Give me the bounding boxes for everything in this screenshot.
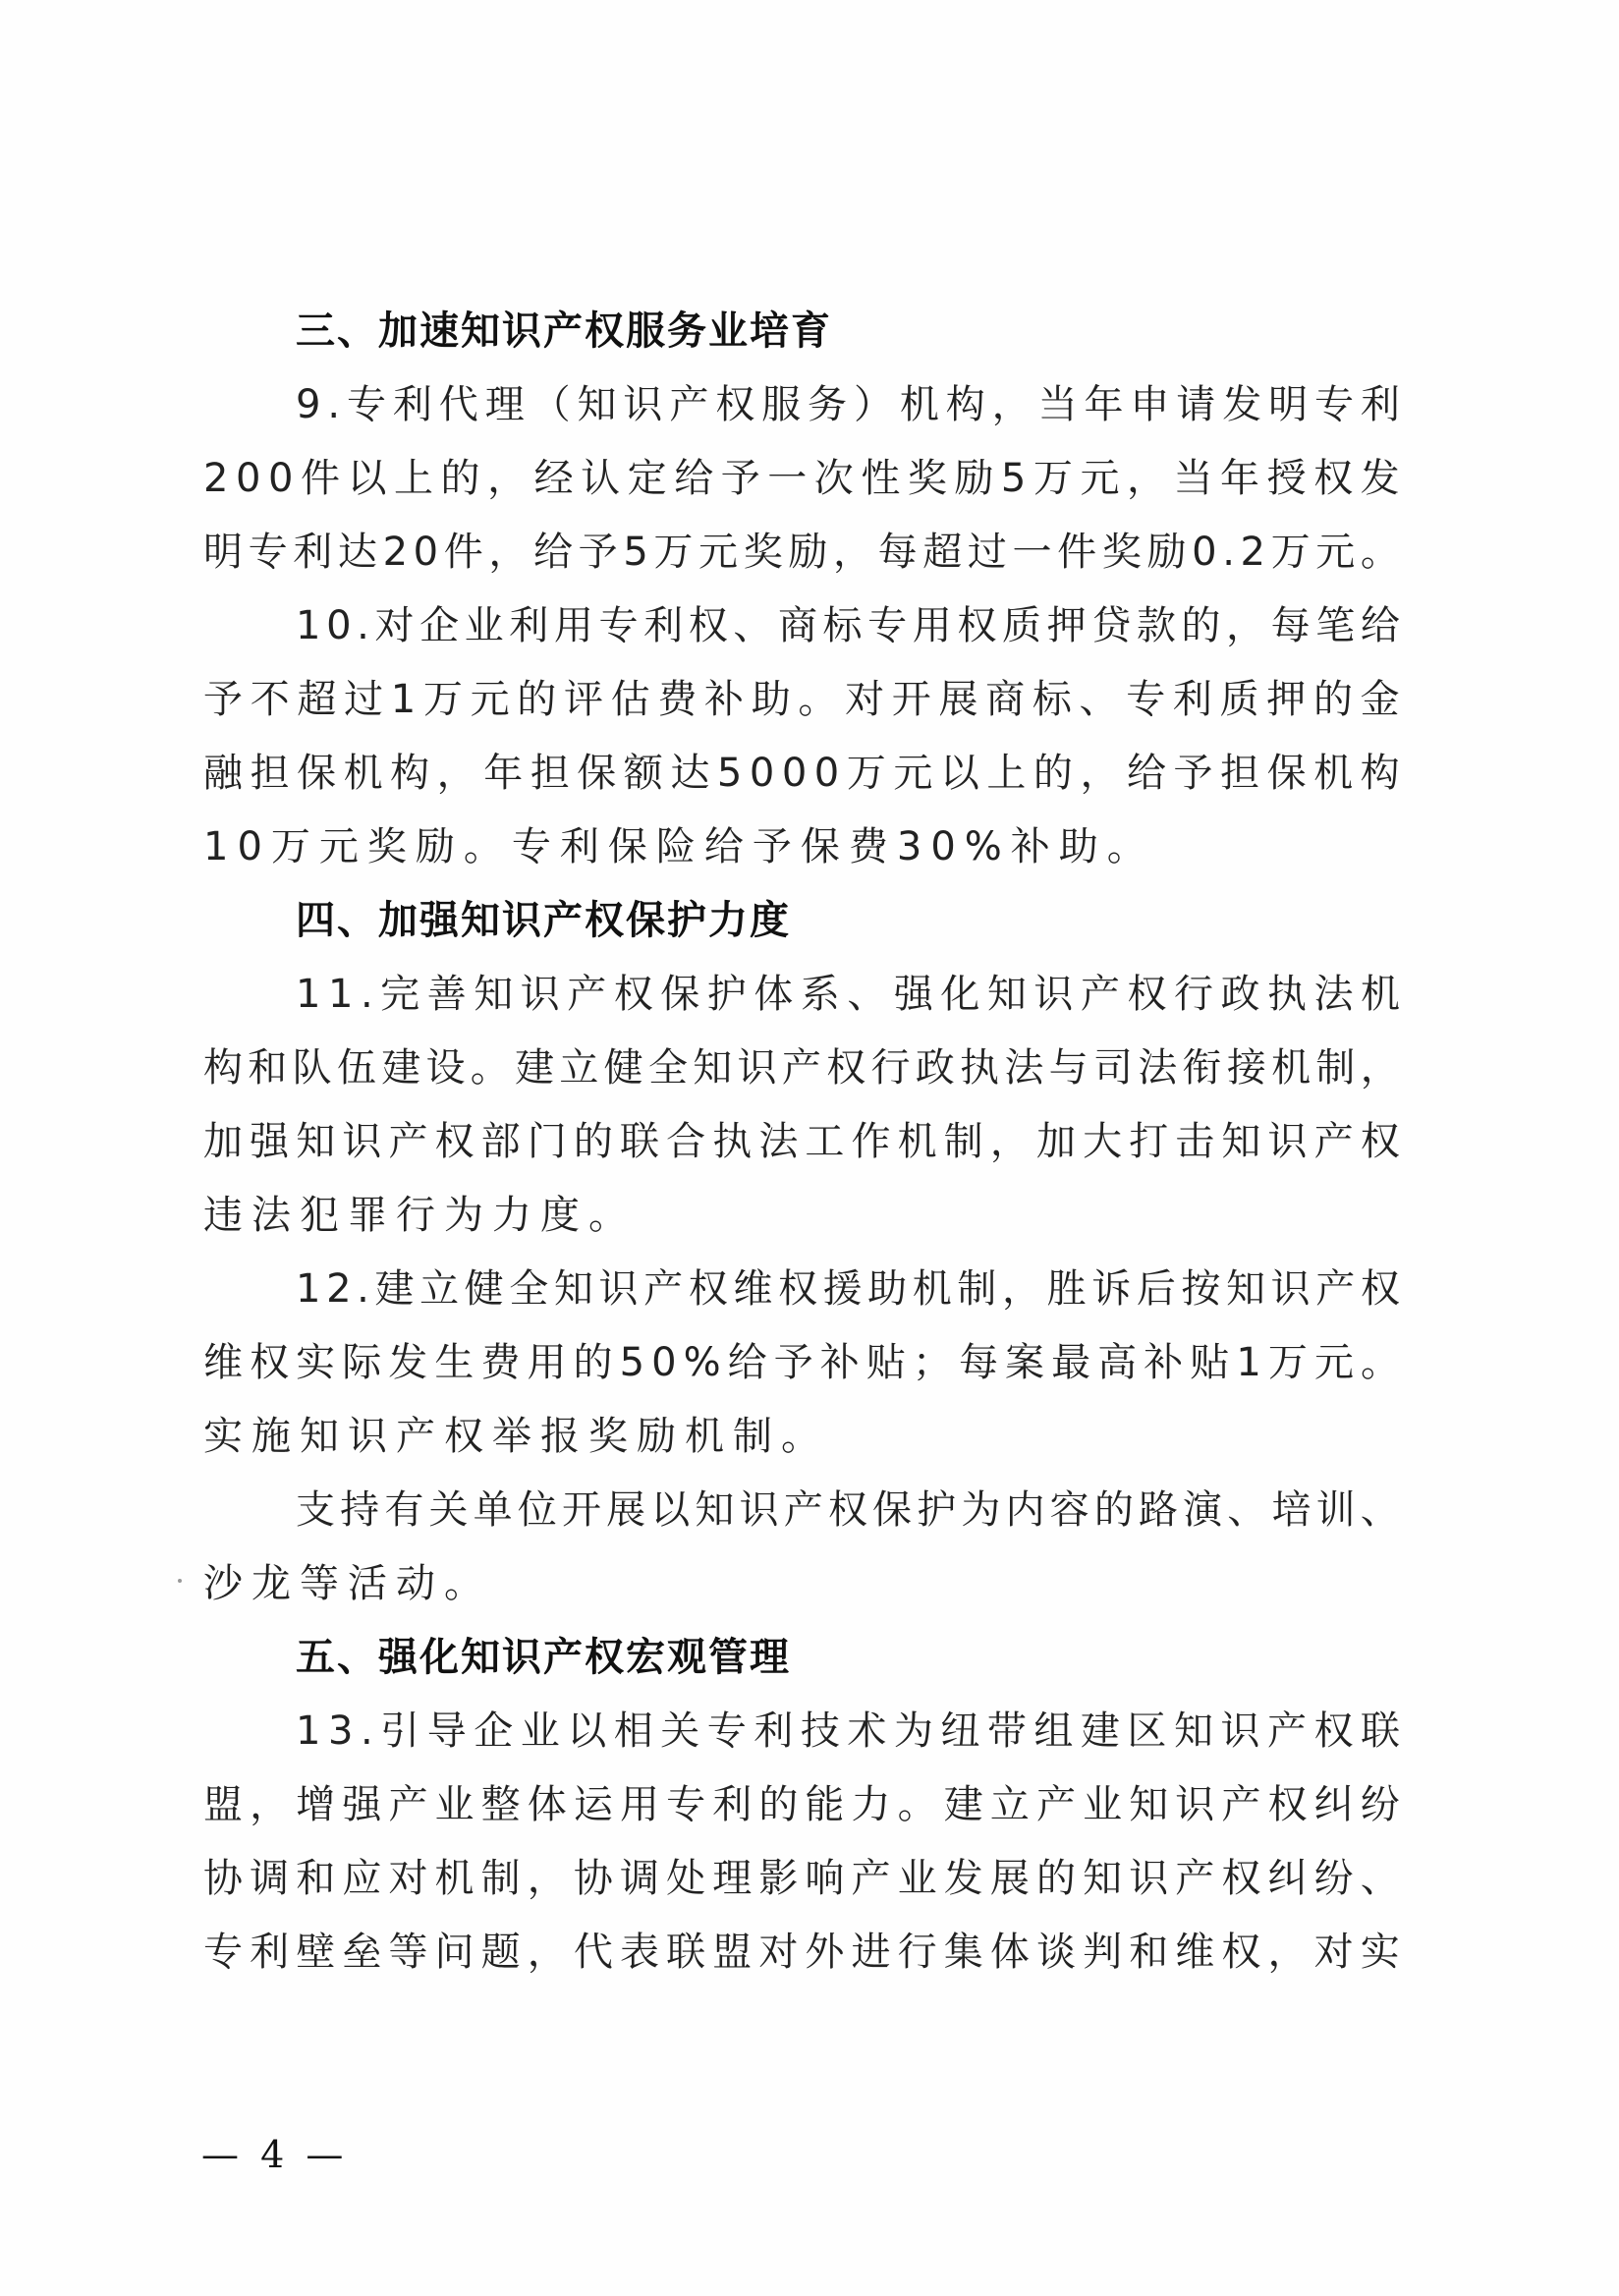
paragraph-line: 1 2 . 建 立 健 全 知 识 产 权 维 权 援 助 机 制 ， 胜 诉 后 按 知 识 产 权 <box>296 1266 1400 1312</box>
page-number: — 4 — <box>201 2133 344 2176</box>
paragraph-line: 融 担 保 机 构 ， 年 担 保 额 达 5 0 0 0 万 元 以 上 的 ， 给 予 担 保 机 构 <box>203 751 1400 796</box>
paragraph-line: 构 和 队 伍 建 设 。 建 立 健 全 知 识 产 权 行 政 执 法 与 司 法 衔 接 机 制 ， <box>203 1045 1400 1091</box>
paragraph-line: 加 强 知 识 产 权 部 门 的 联 合 执 法 工 作 机 制 ， 加 大 打 击 知 识 产 权 <box>203 1119 1400 1164</box>
paragraph-line: 沙龙等活动。 <box>203 1561 492 1606</box>
paragraph-line: 维 权 实 际 发 生 费 用 的 5 0 % 给 予 补 贴 ； 每 案 最 高 补 贴 1 万 元 。 <box>203 1340 1400 1385</box>
paragraph-line: 协 调 和 应 对 机 制 ， 协 调 处 理 影 响 产 业 发 展 的 知 识 产 权 纠 纷 、 <box>203 1856 1400 1901</box>
section-heading: 五、强化知识产权宏观管理 <box>296 1635 791 1680</box>
paragraph-line: 2 0 0 件 以 上 的 ， 经 认 定 给 予 一 次 性 奖 励 5 万 元 ， 当 年 授 权 发 <box>203 456 1400 501</box>
paragraph-line: 9 . 专 利 代 理 （ 知 识 产 权 服 务 ） 机 构 ， 当 年 申 请 发 明 专 利 <box>296 382 1400 427</box>
paragraph-line: 1 3 . 引 导 企 业 以 相 关 专 利 技 术 为 纽 带 组 建 区 知 识 产 权 联 <box>296 1708 1400 1754</box>
paragraph-line: 支 持 有 关 单 位 开 展 以 知 识 产 权 保 护 为 内 容 的 路 演 、 培 训 、 <box>296 1487 1400 1533</box>
paragraph-line: 1 0 . 对 企 业 利 用 专 利 权 、 商 标 专 用 权 质 押 贷 款 的 ， 每 笔 给 <box>296 603 1400 648</box>
paragraph-line: 10万元奖励。专利保险给予保费30%补助。 <box>203 824 1155 869</box>
document-body <box>203 295 1400 1989</box>
section-heading: 三、加速知识产权服务业培育 <box>296 308 832 354</box>
paragraph-line: 实施知识产权举报奖励机制。 <box>203 1414 829 1459</box>
paragraph-line: 盟 ， 增 强 产 业 整 体 运 用 专 利 的 能 力 。 建 立 产 业 知 识 产 权 纠 纷 <box>203 1782 1400 1827</box>
scan-artifact-dot <box>178 1579 182 1583</box>
paragraph-line: 违法犯罪行为力度。 <box>203 1193 637 1238</box>
paragraph-line: 予 不 超 过 1 万 元 的 评 估 费 补 助 。 对 开 展 商 标 、 专 利 质 押 的 金 <box>203 677 1400 722</box>
paragraph-line: 明 专 利 达 2 0 件 ， 给 予 5 万 元 奖 励 ， 每 超 过 一 件 奖 励 0 . 2 万 元 。 <box>203 530 1400 575</box>
paragraph-line: 专 利 壁 垒 等 问 题 ， 代 表 联 盟 对 外 进 行 集 体 谈 判 和 维 权 ， 对 实 <box>203 1930 1400 1975</box>
paragraph-line: 1 1 . 完 善 知 识 产 权 保 护 体 系 、 强 化 知 识 产 权 行 政 执 法 机 <box>296 972 1400 1017</box>
section-heading: 四、加强知识产权保护力度 <box>296 898 791 943</box>
